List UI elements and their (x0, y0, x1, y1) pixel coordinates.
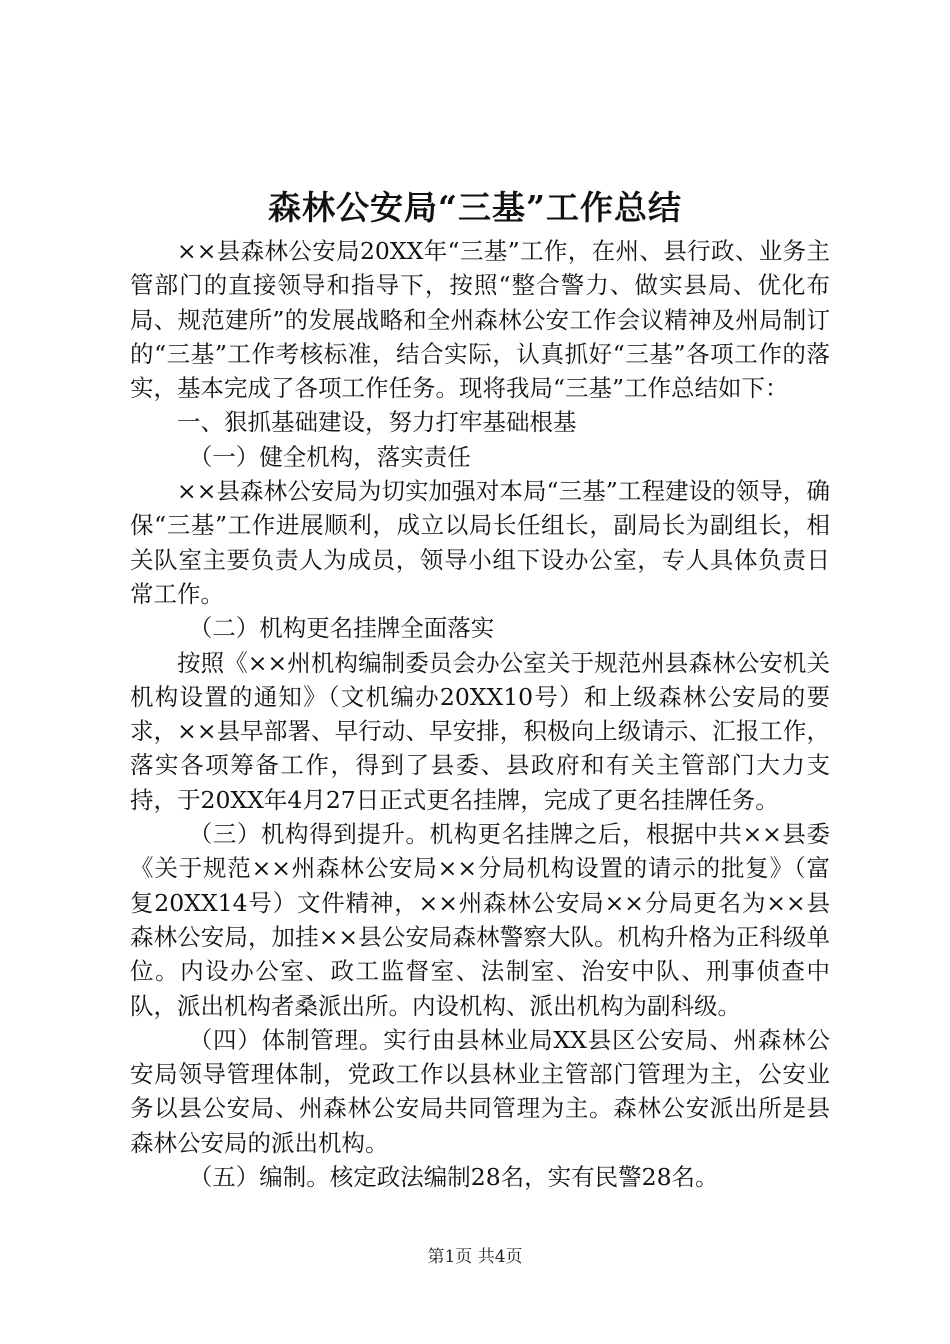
subsection-heading-1: （一）健全机构，落实责任 (188, 442, 471, 471)
paragraph-intro: ××县森林公安局20XX年“三基”工作，在州、县行政、业务主管部门的直接领导和指导下，按照“整合警力、做实县局、优化布局、规范建所”的发展战略和全州森林公安工作会议精神及州局制订的“三基”工作考核标准，结合实际，认真抓好“三基”各项工作的落实，基本完成了各项工作任务。现将我局“三基”工作总结如下： (130, 237, 830, 403)
section-heading-1: 一、狠抓基础建设，努力打牢基础根基 (177, 408, 577, 437)
paragraph-staffing: （五）编制。核定政法编制28名，实有民警28名。 (188, 1163, 719, 1192)
document-title: 森林公安局“三基”工作总结 (268, 188, 682, 227)
paragraph-management: （四）体制管理。实行由县林业局XX县区公安局、州森林公安局领导管理体制，党政工作以县林业主管部门管理为主，公安业务以县公安局、州森林公安局共同管理为主。森林公安派出所是县森林公安局的派出机构。 (130, 1025, 830, 1157)
subsection-heading-2: （二）机构更名挂牌全面落实 (188, 614, 495, 643)
page-number-footer: 第1页 共4页 (427, 1247, 523, 1267)
paragraph-leadership: ××县森林公安局为切实加强对本局“三基”工程建设的领导，确保“三基”工作进展顺利，成立以局长任组长，副局长为副组长，相关队室主要负责人为成员，领导小组下设办公室，专人具体负责日常工作。 (130, 477, 830, 608)
paragraph-renaming: 按照《××州机构编制委员会办公室关于规范州县森林公安机关机构设置的通知》（文机编办20XX10号）和上级森林公安局的要求，××县早部署、早行动、早安排，积极向上级请示、汇报工作，落实各项筹备工作，得到了县委、县政府和有关主管部门大力支持，于20XX年4月27日正式更名挂牌，完成了更名挂牌任务。 (130, 648, 830, 814)
document-body (130, 234, 830, 1194)
paragraph-upgrade: （三）机构得到提升。机构更名挂牌之后，根据中共××县委《关于规范××州森林公安局××分局机构设置的请示的批复》（富复20XX14号）文件精神，××州森林公安局××分局更名为××县森林公安局，加挂××县公安局森林警察大队。机构升格为正科级单位。内设办公室、政工监督室、法制室、治安中队、刑事侦查中队，派出机构者桑派出所。内设机构、派出机构为副科级。 (130, 820, 830, 1020)
